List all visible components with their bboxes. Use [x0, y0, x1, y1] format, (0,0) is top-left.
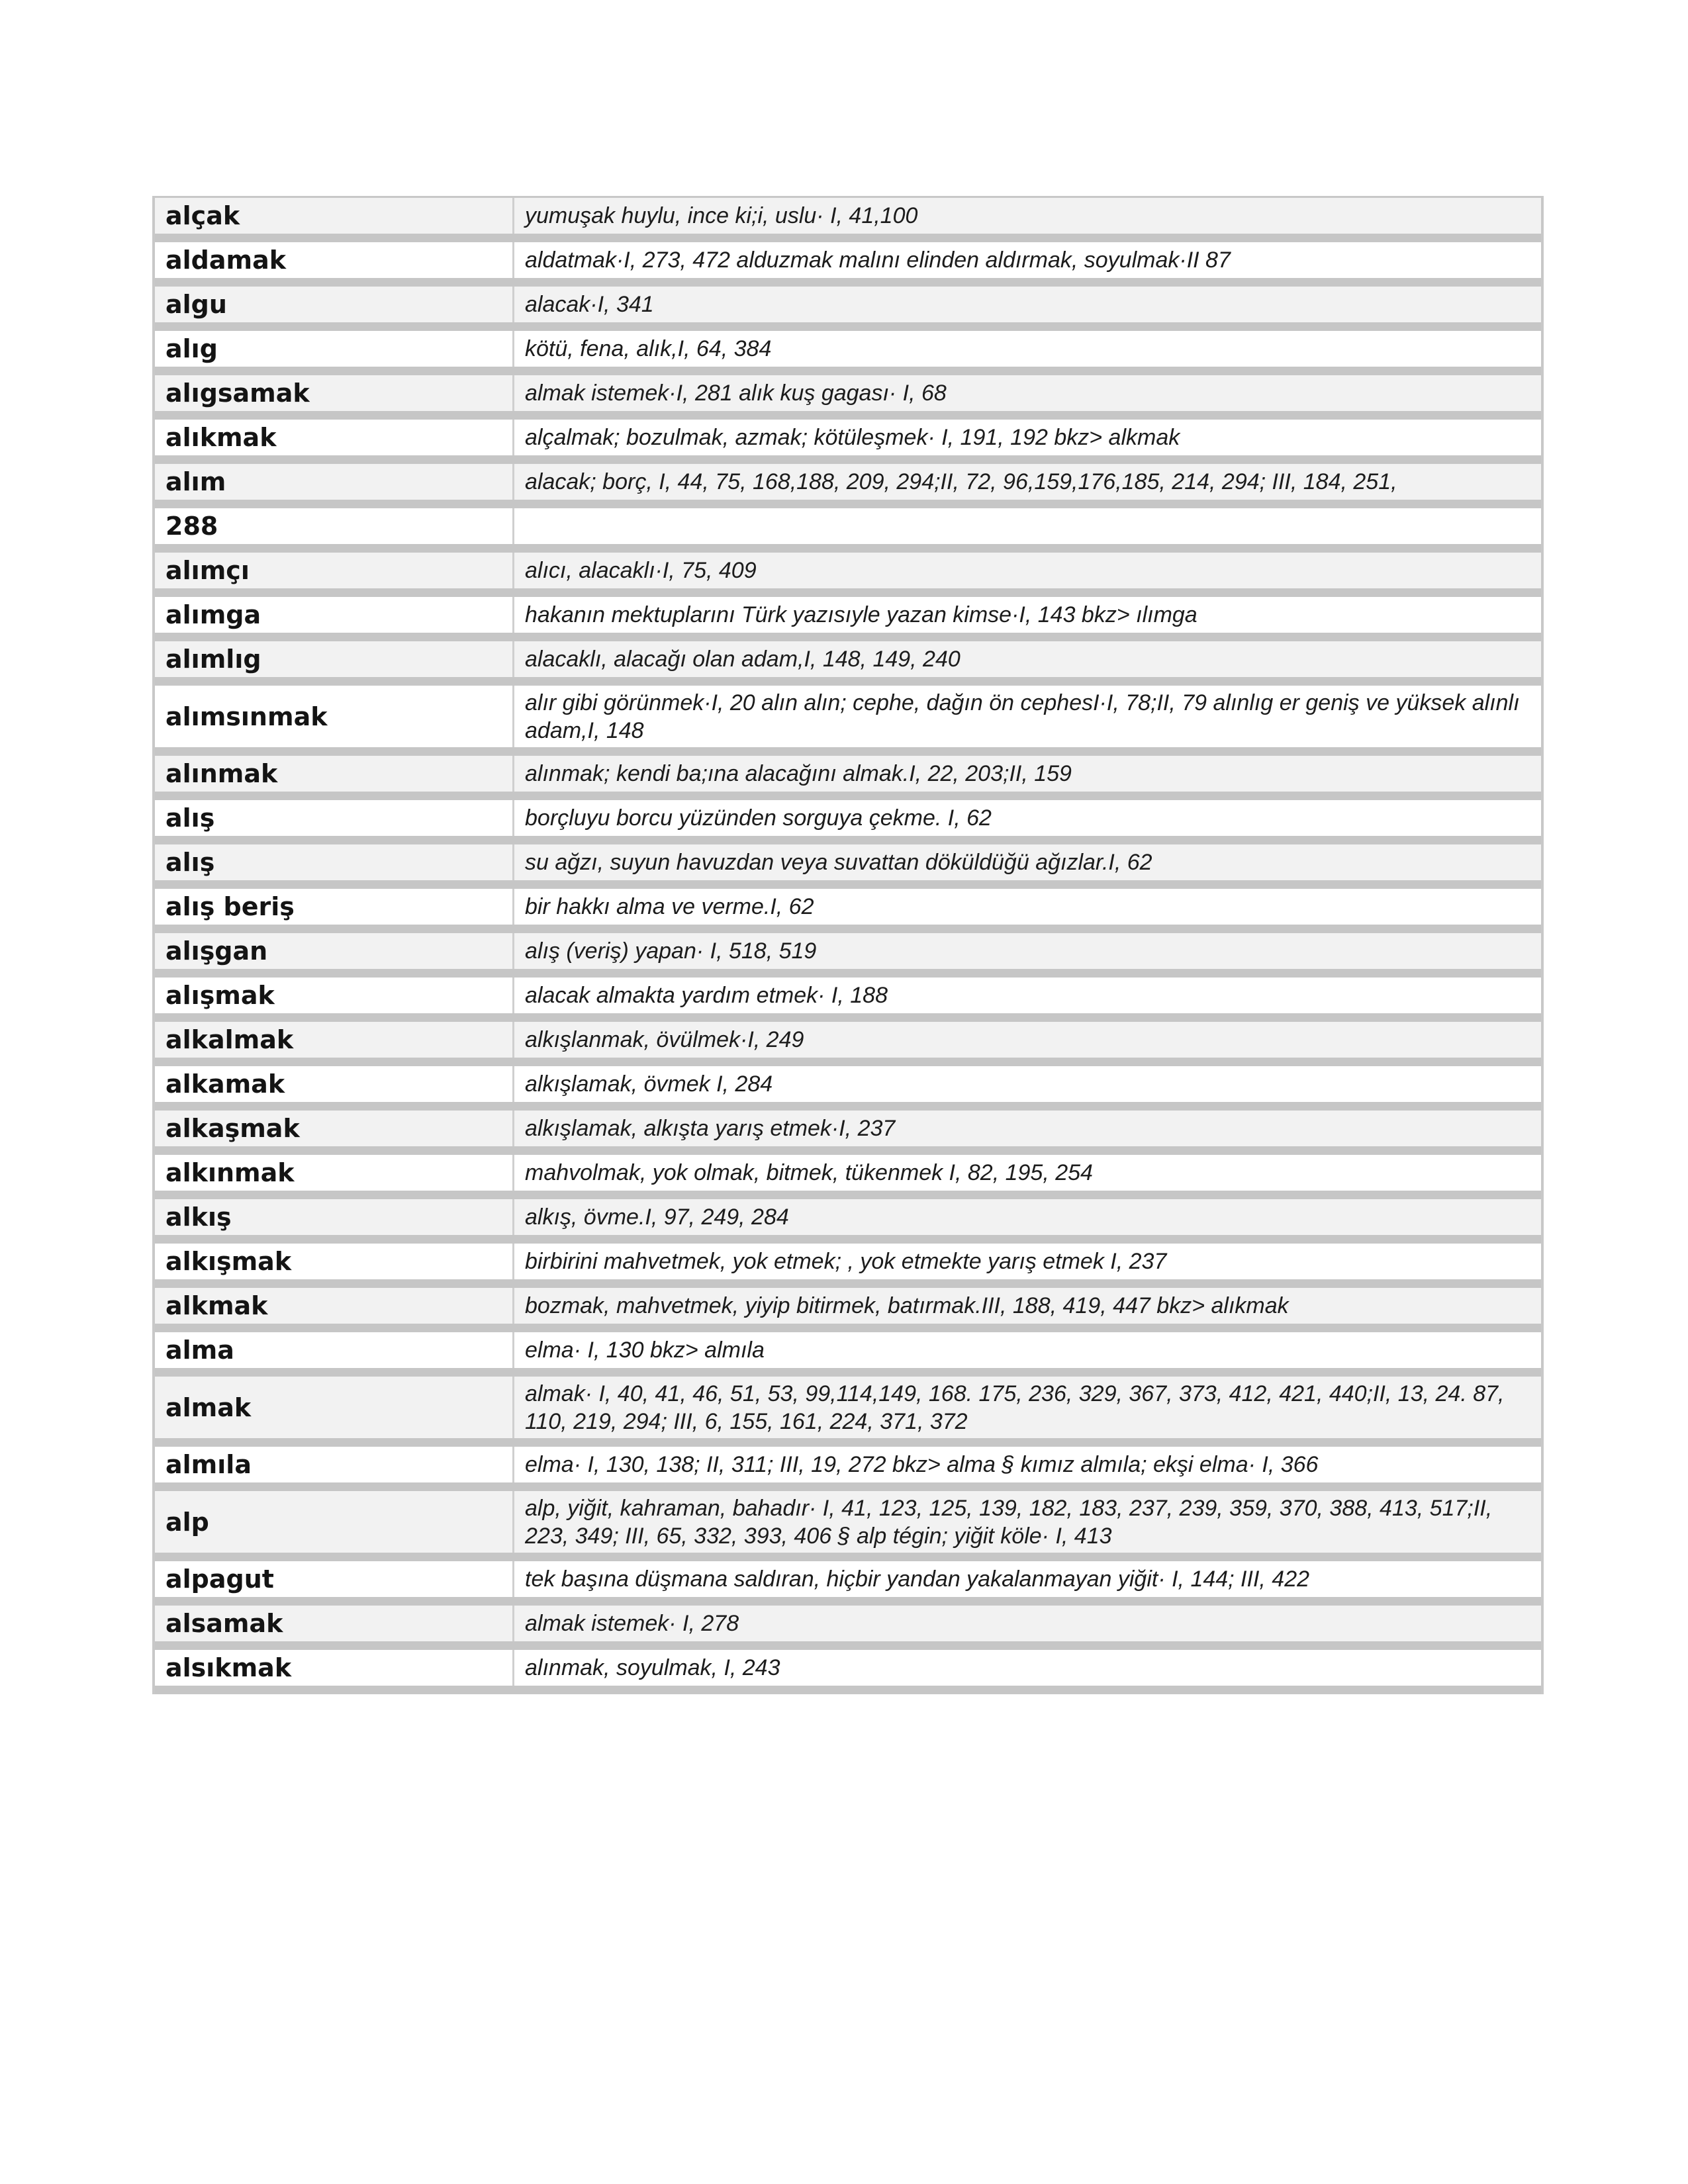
entry-definition: tek başına düşmana saldıran, hiçbir yandan yakalanmayan yiğit· I, 144; III, 422: [525, 1567, 1310, 1592]
table-row: [155, 375, 1541, 420]
entry-term: alsıkmak: [155, 1650, 514, 1686]
table-row: [155, 508, 1541, 553]
table-row: [155, 1332, 1541, 1377]
entry-term: alpagut: [155, 1561, 514, 1597]
entry-definition: alp, yiğit, kahraman, bahadır· I, 41, 123, 125, 139, 182, 183, 237, 239, 359, 370, 388, 413, 517;II, 223, 349; III, 65, 332, 393, 406 § alp tégin; yiğit köle· I, 413: [525, 1495, 1493, 1549]
entry-term: alımsınmak: [155, 686, 514, 747]
entry-term: alınmak: [155, 756, 514, 792]
table-row: [155, 1377, 1541, 1447]
entry-term: alıg: [155, 331, 514, 367]
table-row: [155, 933, 1541, 978]
entry-definition: [514, 508, 1541, 544]
entry-term: alışmak: [155, 978, 514, 1013]
table-row: [155, 800, 1541, 844]
table-row: [155, 1561, 1541, 1606]
entry-definition: alış (veriş) yapan· I, 518, 519: [525, 938, 817, 964]
entry-definition: alacak almakta yardım etmek· I, 188: [525, 983, 888, 1008]
table-row: [155, 1650, 1541, 1694]
entry-definition: alınmak; kendi ba;ına alacağını almak.I, 22, 203;II, 159: [525, 761, 1072, 786]
table-row: [155, 686, 1541, 756]
table-row: [155, 844, 1541, 889]
entry-term: alma: [155, 1332, 514, 1368]
table-row: [155, 597, 1541, 641]
entry-definition: elma· I, 130, 138; II, 311; III, 19, 272 bkz> alma § kımız almıla; ekşi elma· I, 366: [525, 1452, 1319, 1477]
entry-term: aldamak: [155, 242, 514, 278]
entry-term: almıla: [155, 1447, 514, 1482]
entry-term: alkış: [155, 1199, 514, 1235]
entry-term: alkamak: [155, 1066, 514, 1102]
entry-term: alış: [155, 800, 514, 836]
entry-term: alış: [155, 844, 514, 880]
table-row: [155, 1199, 1541, 1244]
entry-definition: almak istemek·I, 281 alık kuş gagası· I, 68: [525, 381, 947, 406]
entry-definition: mahvolmak, yok olmak, bitmek, tükenmek I, 82, 195, 254: [525, 1160, 1093, 1185]
table-row: [155, 1491, 1541, 1561]
table-row: [155, 641, 1541, 686]
entry-definition: alıcı, alacaklı·I, 75, 409: [525, 558, 757, 583]
entry-definition: borçluyu borcu yüzünden sorguya çekme. I, 62: [525, 805, 992, 831]
table-row: [155, 420, 1541, 464]
entry-term: alçak: [155, 198, 514, 234]
entry-definition: almak istemek· I, 278: [525, 1611, 739, 1636]
entry-term: alış beriş: [155, 889, 514, 925]
table-row: [155, 978, 1541, 1022]
table-row: [155, 1606, 1541, 1650]
entry-definition: hakanın mektuplarını Türk yazısıyle yazan kimse·I, 143 bkz> ılımga: [525, 602, 1197, 627]
table-row: [155, 1447, 1541, 1491]
table-row: [155, 889, 1541, 933]
table-row: [155, 1066, 1541, 1111]
table-row: [155, 287, 1541, 331]
table-row: [155, 756, 1541, 800]
table-row: [155, 1244, 1541, 1288]
entry-term: 288: [155, 508, 514, 544]
entry-term: alkalmak: [155, 1022, 514, 1058]
entry-definition: almak· I, 40, 41, 46, 51, 53, 99,114,149, 168. 175, 236, 329, 367, 373, 412, 421, 440;II, 13, 24. 87, 110, 219, 294; III, 6, 155, 161, 224, 371, 372: [525, 1381, 1505, 1434]
entry-definition: su ağzı, suyun havuzdan veya suvattan döküldüğü ağızlar.I, 62: [525, 850, 1152, 875]
entry-definition: alkış, övme.I, 97, 249, 284: [525, 1205, 789, 1230]
entry-definition: birbirini mahvetmek, yok etmek; , yok etmekte yarış etmek I, 237: [525, 1249, 1167, 1274]
table-row: [155, 1288, 1541, 1332]
entry-term: alımlıg: [155, 641, 514, 677]
entry-term: alımga: [155, 597, 514, 633]
entry-term: alkınmak: [155, 1155, 514, 1191]
table-row: [155, 553, 1541, 597]
entry-term: alkaşmak: [155, 1111, 514, 1146]
entry-term: alıkmak: [155, 420, 514, 455]
entry-term: alkmak: [155, 1288, 514, 1324]
entry-definition: bozmak, mahvetmek, yiyip bitirmek, batırmak.III, 188, 419, 447 bkz> alıkmak: [525, 1293, 1289, 1318]
entry-term: alsamak: [155, 1606, 514, 1641]
entry-term: alp: [155, 1491, 514, 1553]
entry-term: almak: [155, 1377, 514, 1438]
entry-definition: yumuşak huylu, ince ki;i, uslu· I, 41,100: [525, 203, 918, 228]
dictionary-table: [152, 196, 1544, 1694]
entry-definition: alkışlamak, alkışta yarış etmek·I, 237: [525, 1116, 896, 1141]
table-row: [155, 1111, 1541, 1155]
entry-definition: alkışlanmak, övülmek·I, 249: [525, 1027, 804, 1052]
entry-definition: alacak; borç, I, 44, 75, 168,188, 209, 294;II, 72, 96,159,176,185, 214, 294; III, 184, 251,: [525, 469, 1397, 494]
entry-definition: alır gibi görünmek·I, 20 alın alın; cephe, dağın ön cephesI·I, 78;II, 79 alınlıg er geniş ve yüksek alınlı adam,I, 148: [525, 690, 1520, 743]
entry-definition: alacaklı, alacağı olan adam,I, 148, 149, 240: [525, 647, 961, 672]
entry-term: alışgan: [155, 933, 514, 969]
table-row: [155, 1155, 1541, 1199]
table-row: [155, 464, 1541, 508]
table-row: [155, 331, 1541, 375]
entry-term: alımçı: [155, 553, 514, 588]
table-row: [155, 198, 1541, 242]
entry-definition: elma· I, 130 bkz> almıla: [525, 1338, 765, 1363]
entry-definition: alınmak, soyulmak, I, 243: [525, 1655, 780, 1680]
entry-definition: alçalmak; bozulmak, azmak; kötüleşmek· I, 191, 192 bkz> alkmak: [525, 425, 1180, 450]
entry-definition: aldatmak·I, 273, 472 alduzmak malını elinden aldırmak, soyulmak·II 87: [525, 248, 1231, 273]
table-row: [155, 1022, 1541, 1066]
entry-definition: bir hakkı alma ve verme.I, 62: [525, 894, 814, 919]
entry-definition: alkışlamak, övmek I, 284: [525, 1071, 773, 1097]
entry-term: alkışmak: [155, 1244, 514, 1279]
entry-definition: kötü, fena, alık,I, 64, 384: [525, 336, 772, 361]
entry-definition: alacak·I, 341: [525, 292, 654, 317]
entry-term: algu: [155, 287, 514, 322]
table-row: [155, 242, 1541, 287]
entry-term: alıgsamak: [155, 375, 514, 411]
entry-term: alım: [155, 464, 514, 500]
